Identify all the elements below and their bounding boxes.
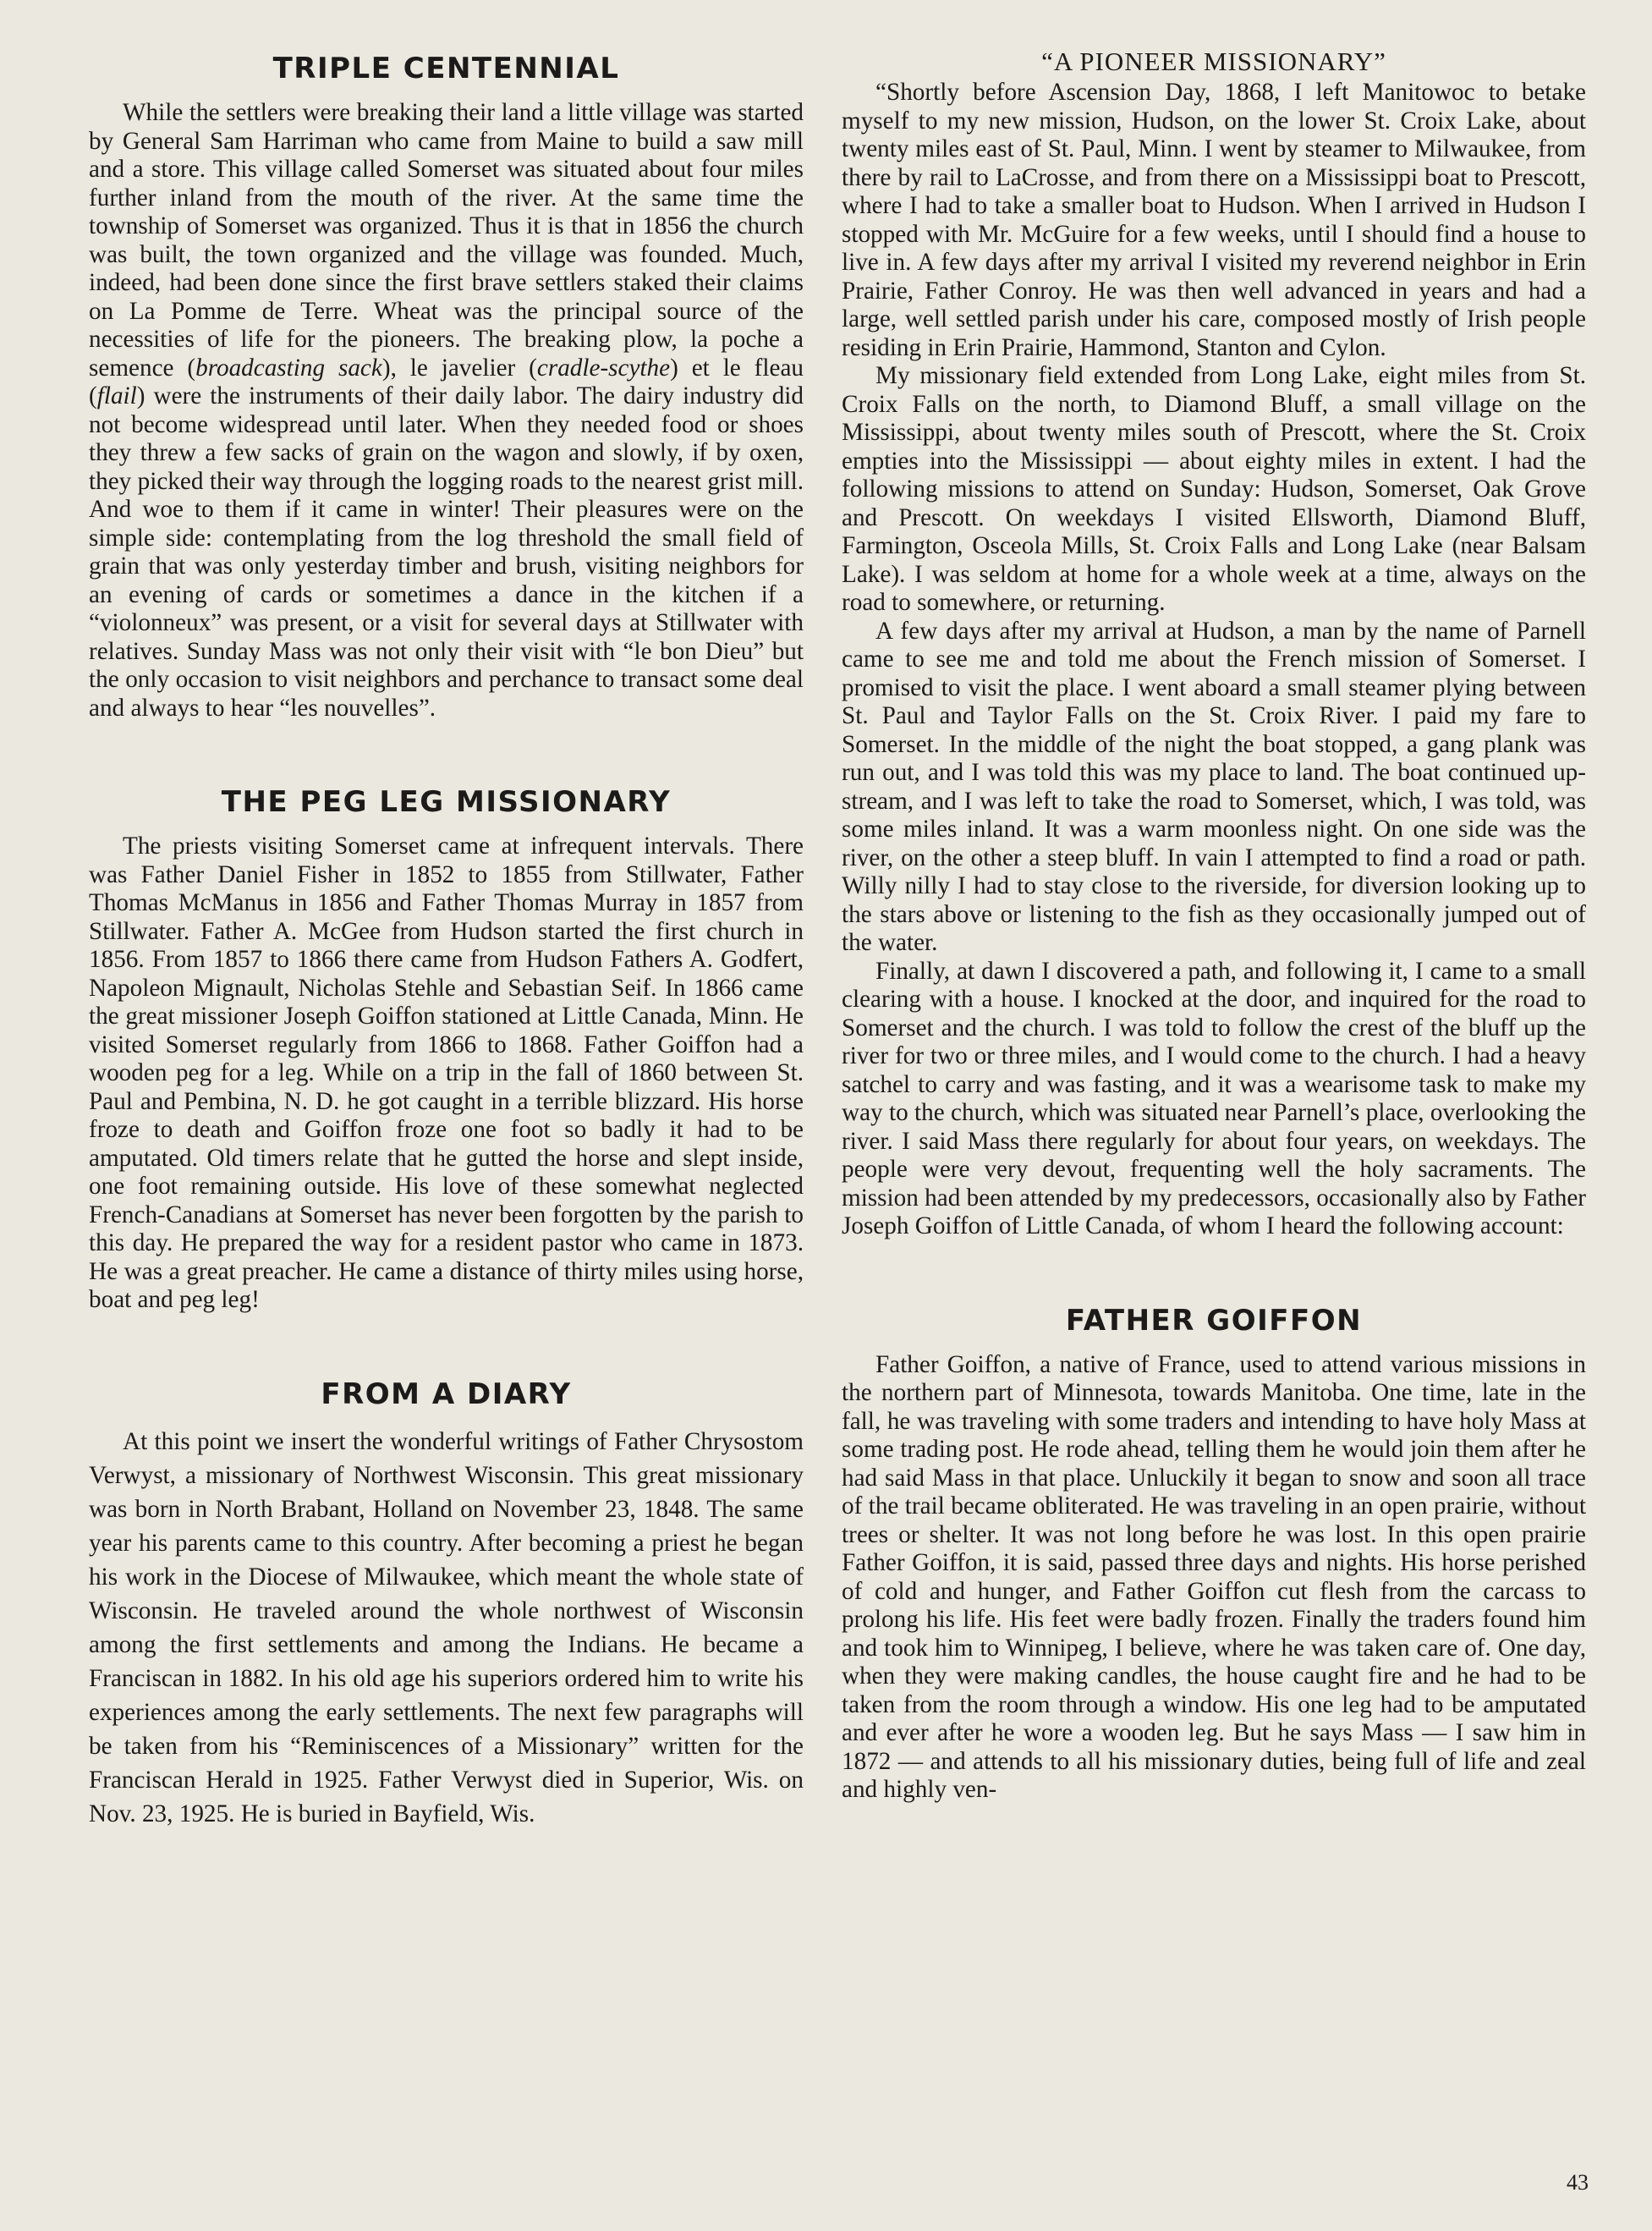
paragraph: A few days after my arrival at Hudson, a man by the name of Parnell came to see me and told me about the French mission of Somerset. I promised to visit the place. I went aboard a small steamer plying between St. Paul and Taylor Falls on the St. Croix River. I paid my fare to Somerset. In the middle of the night the boat stopped, a gang plank was run out, and I was told this was my place to land. The boat continued up-stream, and I was left to take the road to Somerset, which, I was told, was some miles inland. It was a warm moonless night. On one side was the river, on the other a steep bluff. In vain I attempted to find a road or path. Willy nilly I had to stay close to the riverside, for diversion looking up to the stars above or listening to the fish as they occasionally jumped out of the water. xyxy=(842,617,1586,956)
section-triple-centennial xyxy=(89,47,804,723)
right-column xyxy=(842,47,1586,1805)
page-number: 43 xyxy=(1567,2170,1589,2195)
left-column xyxy=(89,47,804,1831)
section-from-a-diary xyxy=(89,1372,804,1831)
heading-peg-leg-missionary: THE PEG LEG MISSIONARY xyxy=(221,785,672,819)
heading-triple-centennial: TRIPLE CENTENNIAL xyxy=(272,52,620,85)
paragraph: At this point we insert the wonderful writings of Father Chrysostom Verwyst, a missionary of Northwest Wisconsin. This great missionary was born in North Brabant, Holland on November 23, 1848. The same year his parents came to this country. After becoming a priest he began his work in the Diocese of Milwaukee, which meant the whole state of Wisconsin. He traveled around the whole northwest of Wisconsin among the first settlements and among the Indians. He became a Franciscan in 1882. In his old age his superiors ordered him to write his experiences among the early settlements. The next few paragraphs will be taken from his “Reminiscences of a Missionary” written for the Franciscan Herald in 1925. Father Verwyst died in Superior, Wis. on Nov. 23, 1925. He is buried in Bayfield, Wis. xyxy=(89,1427,804,1827)
heading-father-goiffon: FATHER GOIFFON xyxy=(1065,1303,1363,1338)
section-pioneer-missionary xyxy=(842,47,1586,1241)
paragraph: My missionary field extended from Long Lake, eight miles from St. Croix Falls on the north, to Diamond Bluff, a small village on the Mississippi, about twenty miles south of Prescott, where the St. Croix empties into the Mississippi — about eighty miles in extent. I had the following missions to attend on Sunday: Hudson, Somerset, Oak Grove and Prescott. On weekdays I visited Ellsworth, Diamond Bluff, Farmington, Osceola Mills, St. Croix Falls and Long Lake (near Balsam Lake). I was seldom at home for a whole week at a time, always on the road to somewhere, or returning. xyxy=(842,362,1586,616)
paragraph: The priests visiting Somerset came at infrequent intervals. There was Father Daniel Fisher in 1852 to 1855 from Stillwater, Father Thomas McManus in 1856 and Father Thomas Murray in 1857 from Stillwater. Father A. McGee from Hudson started the first church in 1856. From 1857 to 1866 there came from Hudson Fathers A. Godfert, Napoleon Mignault, Nicholas Stehle and Sebastian Seif. In 1866 came the great missioner Joseph Goiffon stationed at Little Canada, Minn. He visited Somerset regularly from 1866 to 1868. Father Goiffon had a wooden peg for a leg. While on a trip in the fall of 1860 between St. Paul and Pembina, N. D. he got caught in a terrible blizzard. His horse froze to death and Goiffon froze one foot so badly it had to be amputated. Old timers relate that he gutted the horse and slept inside, one foot remaining outside. His love of these somewhat neglected French-Canadians at Somerset has never been forgotten by the parish to this day. He prepared the way for a resident pastor who came in 1873. He was a great preacher. He came a distance of thirty miles using horse, boat and peg leg! xyxy=(89,833,804,1313)
section-father-goiffon xyxy=(842,1299,1586,1805)
heading-from-a-diary: FROM A DIARY xyxy=(321,1377,572,1411)
paragraph: Finally, at dawn I discovered a path, and following it, I came to a small clearing with a house. I knocked at the door, and inquired for the road to Somerset and the church. I was told to follow the crest of the bluff up the river for two or three miles, and I would come to the church. I had a heavy satchel to carry and was fasting, and it was a wearisome task to make my way to the church, which was situated near Parnell’s place, overlooking the river. I said Mass there regularly for about four years, on weekdays. The people were very devout, frequenting well the holy sacraments. The mission had been attended by my predecessors, occasionally also by Father Joseph Goiffon of Little Canada, of whom I heard the following account: xyxy=(842,957,1586,1239)
paragraph: Father Goiffon, a native of France, used to attend various missions in the northern part of Minnesota, towards Manitoba. One time, late in the fall, he was traveling with some traders and intending to have holy Mass at some trading post. He rode ahead, telling them he would join them after he had said Mass in that place. Unluckily it began to snow and soon all trace of the trail became obliterated. He was traveling in an open prairie, without trees or shelter. It was not long before he was lost. In this open prairie Father Goiffon, it is said, passed three days and nights. His horse perished of cold and hunger, and Father Goiffon cut flesh from the carcass to prolong his life. His feet were badly frozen. Finally the traders found him and took him to Winnipeg, I believe, where he was taken care of. One day, when they were making candles, the house caught fire and he had to be taken from the room through a window. His one leg had to be amputated and ever after he wore a wooden leg. But he says Mass — I saw him in 1872 — and attends to all his missionary duties, being full of life and zeal and highly ven- xyxy=(842,1350,1586,1803)
heading-pioneer-missionary: “A PIONEER MISSIONARY” xyxy=(1041,47,1386,76)
paragraph: “Shortly before Ascension Day, 1868, I left Manitowoc to betake myself to my new mission, Hudson, on the lower St. Croix Lake, about twenty miles east of St. Paul, Minn. I went by steamer to Milwaukee, from there by rail to LaCrosse, and from there on a Mississippi boat to Prescott, where I had to take a smaller boat to Hudson. When I arrived in Hudson I stopped with Mr. McGuire for a few weeks, until I should find a house to live in. A few days after my arrival I visited my reverend neighbor in Erin Prairie, Father Conroy. He was then well advanced in years and had a large, well settled parish under his care, composed mostly of Irish people residing in Erin Prairie, Hammond, Stanton and Cylon. xyxy=(842,79,1586,361)
section-peg-leg-missionary xyxy=(89,780,804,1315)
paragraph: While the settlers were breaking their land a little village was started by General Sam Harriman who came from Maine to build a saw mill and a store. This village called Somerset was situated about four miles further inland from the mouth of the river. At the same time the township of Somerset was organized. Thus it is that in 1856 the church was built, the town organized and the village was founded. Much, indeed, had been done since the first brave settlers staked their claims on La Pomme de Terre. Wheat was the principal source of the necessities of life for the pioneers. The breaking plow, la poche a semence (broadcasting sack), le javelier (cradle-scythe) et le fleau (flail) were the instruments of their daily labor. The dairy industry did not become widespread until later. When they needed food or shoes they threw a few sacks of grain on the wagon and slowly, if by oxen, they picked their way through the logging roads to the nearest grist mill. And woe to them if it came in winter! Their pleasures were on the simple side: contemplating from the log threshold the small field of grain that was only yesterday timber and brush, visiting neighbors for an evening of cards or sometimes a dance in the kitchen if a “violonneux” was present, or a visit for several days at Stillwater with relatives. Sunday Mass was not only their visit with “le bon Dieu” but the only occasion to visit neighbors and perchance to transact some deal and always to hear “les nouvelles”. xyxy=(89,99,804,722)
